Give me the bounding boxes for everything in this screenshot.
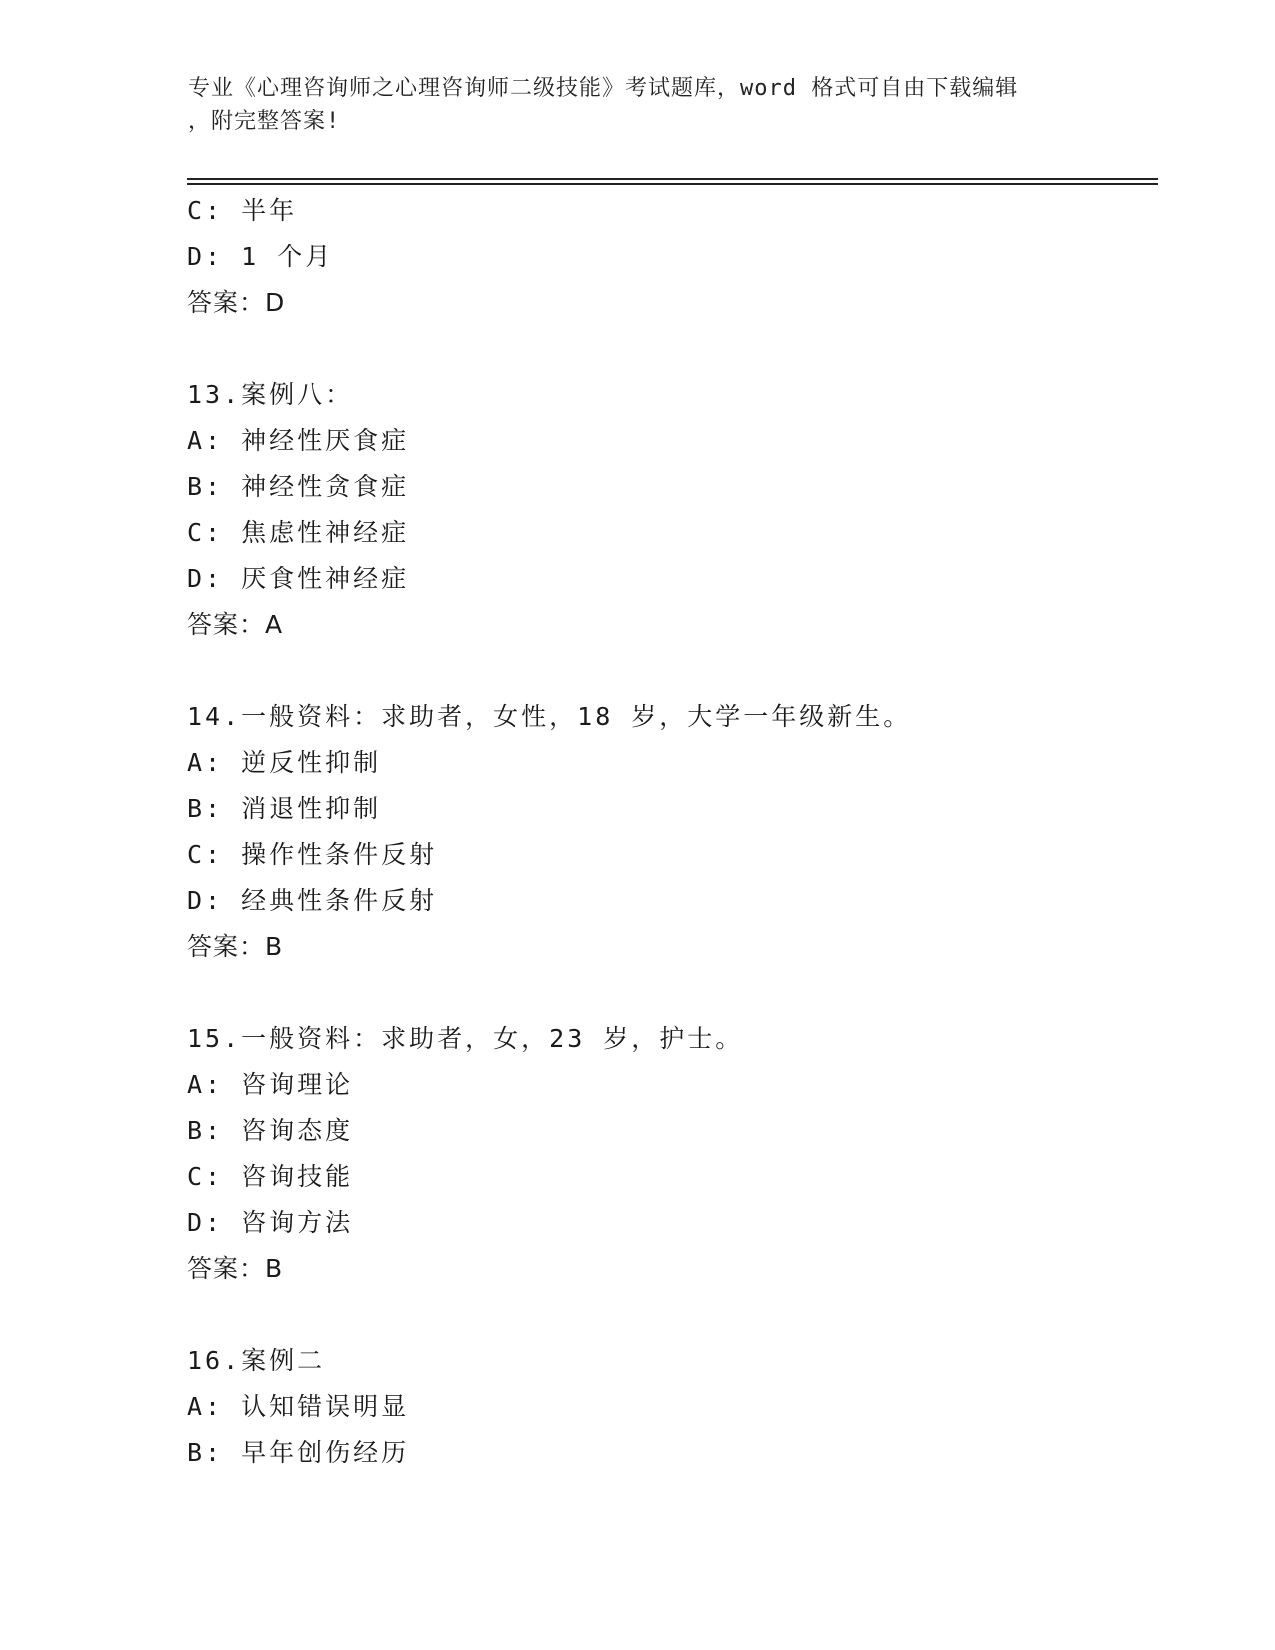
question-list <box>187 188 1187 1476</box>
option-line: D: 咨询方法 <box>187 1208 354 1237</box>
option-line: A: 逆反性抑制 <box>187 748 382 777</box>
option-line: C: 半年 <box>187 196 298 225</box>
option-line: A: 咨询理论 <box>187 1070 354 1099</box>
question-stem: 14.一般资料：求助者，女性，18 岁，大学一年级新生。 <box>187 702 912 731</box>
option-line: B: 神经性贪食症 <box>187 472 410 501</box>
option-line: C: 咨询技能 <box>187 1162 354 1191</box>
answer-line: 答案：B <box>187 1254 284 1283</box>
option-line: D: 1 个月 <box>187 242 334 271</box>
answer-line: 答案：A <box>187 610 284 639</box>
header-divider-top <box>187 178 1158 180</box>
question-stem: 16.案例二 <box>187 1346 326 1375</box>
option-line: D: 经典性条件反射 <box>187 886 438 915</box>
header-line-2: ，附完整答案! <box>188 109 341 134</box>
answer-line: 答案：D <box>187 288 286 317</box>
spacer <box>187 648 1187 694</box>
option-line: B: 消退性抑制 <box>187 794 382 823</box>
header-line-1: 专业《心理咨询师之心理咨询师二级技能》考试题库，word 格式可自由下载编辑 <box>188 76 1019 101</box>
answer-line: 答案：B <box>187 932 284 961</box>
question-stem: 13.案例八： <box>187 380 354 409</box>
option-line: B: 早年创伤经历 <box>187 1438 410 1467</box>
document-header <box>188 72 1088 138</box>
option-line: D: 厌食性神经症 <box>187 564 410 593</box>
option-line: C: 焦虑性神经症 <box>187 518 410 547</box>
question-stem: 15.一般资料：求助者，女，23 岁，护士。 <box>187 1024 744 1053</box>
spacer <box>187 1292 1187 1338</box>
option-line: A: 认知错误明显 <box>187 1392 410 1421</box>
spacer <box>187 326 1187 372</box>
option-line: B: 咨询态度 <box>187 1116 354 1145</box>
spacer <box>187 970 1187 1016</box>
option-line: C: 操作性条件反射 <box>187 840 438 869</box>
option-line: A: 神经性厌食症 <box>187 426 410 455</box>
header-divider-bottom <box>187 183 1158 185</box>
